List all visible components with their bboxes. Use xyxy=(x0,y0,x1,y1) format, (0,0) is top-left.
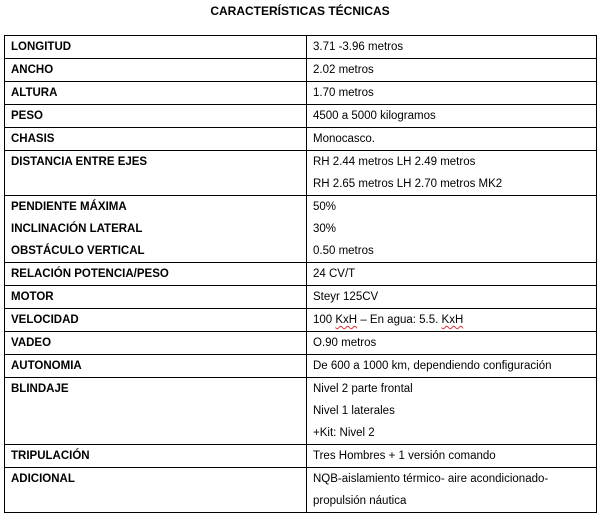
spec-label: RELACIÓN POTENCIA/PESO xyxy=(11,268,169,280)
spec-label: ANCHO xyxy=(11,64,54,76)
spec-value: +Kit: Nivel 2 xyxy=(313,427,375,439)
spec-label: TRIPULACIÓN xyxy=(11,450,90,462)
spec-value: De 600 a 1000 km, dependiendo configuración xyxy=(313,360,552,372)
spec-label-cell xyxy=(5,105,307,128)
spec-row xyxy=(5,105,597,128)
spec-value-cell xyxy=(307,468,597,513)
spec-value-cell xyxy=(307,378,597,445)
spec-value-cell xyxy=(307,309,597,332)
spec-row xyxy=(5,332,597,355)
spec-label-cell xyxy=(5,468,307,513)
spec-value: O.90 metros xyxy=(313,337,377,349)
spec-value: 100 KxH – En agua: 5.5. KxH xyxy=(313,314,464,326)
spec-row xyxy=(5,286,597,309)
spec-label-cell xyxy=(5,82,307,105)
spec-label-cell xyxy=(5,309,307,332)
spec-label-cell xyxy=(5,286,307,309)
spec-value-cell xyxy=(307,59,597,82)
spec-label: CHASIS xyxy=(11,133,55,145)
spec-row xyxy=(5,128,597,151)
spec-label: PENDIENTE MÁXIMA xyxy=(11,201,127,213)
spec-label: ADICIONAL xyxy=(11,473,75,485)
spec-label-cell xyxy=(5,445,307,468)
spec-value-cell xyxy=(307,82,597,105)
spec-value: 24 CV/T xyxy=(313,268,356,280)
spec-label: ALTURA xyxy=(11,87,58,99)
spec-value: Monocasco. xyxy=(313,133,376,145)
spec-value: 30% xyxy=(313,223,337,235)
spec-row xyxy=(5,82,597,105)
spec-value: propulsión náutica xyxy=(313,495,407,507)
spec-value-cell xyxy=(307,263,597,286)
spec-label-cell xyxy=(5,332,307,355)
spec-value: Tres Hombres + 1 versión comando xyxy=(313,450,496,462)
spec-row xyxy=(5,36,597,59)
spec-label-cell xyxy=(5,59,307,82)
spec-value: 50% xyxy=(313,201,337,213)
spec-value: Nivel 1 laterales xyxy=(313,405,395,417)
spec-label: LONGITUD xyxy=(11,41,72,53)
spec-label: VADEO xyxy=(11,337,52,349)
spec-value: 1.70 metros xyxy=(313,87,374,99)
spec-label: AUTONOMIA xyxy=(11,360,82,372)
specs-table xyxy=(4,35,597,513)
spec-label: DISTANCIA ENTRE EJES xyxy=(11,156,148,168)
spec-value: 4500 a 5000 kilogramos xyxy=(313,110,436,122)
spec-value: RH 2.44 metros LH 2.49 metros xyxy=(313,156,476,168)
spec-row xyxy=(5,355,597,378)
spec-value-cell xyxy=(307,105,597,128)
spec-row xyxy=(5,59,597,82)
spec-label: MOTOR xyxy=(11,291,54,303)
spec-label-cell xyxy=(5,36,307,59)
spec-value: Nivel 2 parte frontal xyxy=(313,383,413,395)
spellcheck-mark: KxH xyxy=(335,314,358,326)
spellcheck-mark: KxH xyxy=(441,314,464,326)
spec-label-cell xyxy=(5,355,307,378)
spec-row xyxy=(5,468,597,513)
spec-label: VELOCIDAD xyxy=(11,314,79,326)
spec-value-cell xyxy=(307,286,597,309)
spec-label-cell xyxy=(5,151,307,196)
spec-label-cell xyxy=(5,378,307,445)
spec-value: 3.71 -3.96 metros xyxy=(313,41,404,53)
spec-value: Steyr 125CV xyxy=(313,291,379,303)
spec-value-cell xyxy=(307,128,597,151)
spec-value-cell xyxy=(307,445,597,468)
spec-label: OBSTÁCULO VERTICAL xyxy=(11,245,145,257)
spec-label-cell xyxy=(5,128,307,151)
spec-label-cell xyxy=(5,263,307,286)
spec-value: RH 2.65 metros LH 2.70 metros MK2 xyxy=(313,178,503,190)
spec-row xyxy=(5,263,597,286)
spec-value-cell xyxy=(307,196,597,263)
spec-row xyxy=(5,445,597,468)
spec-label: BLINDAJE xyxy=(11,383,69,395)
spec-row xyxy=(5,151,597,196)
spec-value: 2.02 metros xyxy=(313,64,374,76)
spec-value: NQB-aislamiento térmico- aire acondicionado- xyxy=(313,473,549,485)
spec-label: PESO xyxy=(11,110,43,122)
spec-value-cell xyxy=(307,332,597,355)
spec-row xyxy=(5,196,597,263)
spec-value: 0.50 metros xyxy=(313,245,374,257)
spec-label-cell xyxy=(5,196,307,263)
spec-row xyxy=(5,378,597,445)
spec-value-cell xyxy=(307,355,597,378)
spec-value-cell xyxy=(307,151,597,196)
spec-label: INCLINACIÓN LATERAL xyxy=(11,223,143,235)
document-title: CARACTERÍSTICAS TÉCNICAS xyxy=(210,4,390,18)
spec-row xyxy=(5,309,597,332)
spec-value-cell xyxy=(307,36,597,59)
